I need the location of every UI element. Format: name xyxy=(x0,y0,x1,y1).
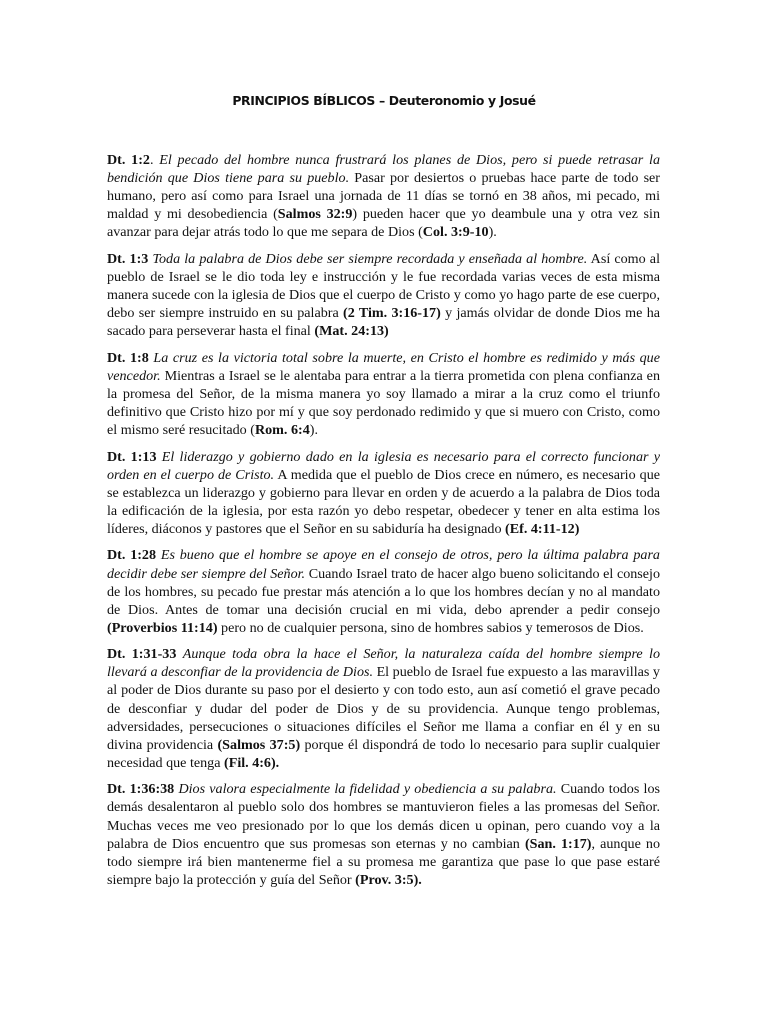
body-text: ) pueden hacer que yo deambule una y otra vez sin avanzar para dejar atrás todo lo que me separa de Dios ( xyxy=(107,206,660,241)
body-text: Mientras a Israel se le alentaba para entrar a la tierra prometida con plena confianza en la promesa del Señor, de la misma manera yo soy llamado a mirar a la cruz como el triunfo definitivo que Cristo hizo por mí y que soy perdonado redimido y que si muero con Cristo, como el mismo seré resucitado ( xyxy=(107,367,660,439)
paragraph xyxy=(107,349,660,439)
paragraph xyxy=(107,448,660,538)
scripture-citation: (Ef. 4:11-12) xyxy=(505,520,580,537)
paragraph xyxy=(107,151,660,241)
verse-reference: Dt. 1:3 xyxy=(107,250,149,267)
document-title: PRINCIPIOS BÍBLICOS – Deuteronomio y Josué xyxy=(232,93,536,108)
verse-reference: Dt. 1:31-33 xyxy=(107,646,177,663)
body-text: El pueblo de Israel fue expuesto a las maravillas y al poder de Dios durante su paso por el desierto y con todo esto, aun así cometió el grave pecado de desconfiar y dudar del poder de Dios y de su providencia. Aunque tengo problemas, adversidades, persecuciones o situaciones difíciles el Señor me llama a confiar en él y en su divina providencia xyxy=(107,664,660,753)
body-text: Así como al pueblo de Israel se le dio toda ley e instrucción y le fue recordada varias veces de esta misma manera sucede con la iglesia de Dios que el cuerpo de Cristo y como yo hago parte de ese cuerpo, debo ser siempre instruido en su palabra xyxy=(107,250,660,322)
scripture-citation: (Mat. 24:13) xyxy=(314,323,389,340)
scripture-citation: (2 Tim. 3:16-17) xyxy=(343,305,441,322)
scripture-citation: Salmos 32:9 xyxy=(277,206,353,223)
verse-reference: Dt. 1:13 xyxy=(107,448,157,465)
paragraph xyxy=(107,645,660,772)
verse-reference: Dt. 1:28 xyxy=(107,547,157,564)
principle-statement: El pecado del hombre nunca frustrará los planes de Dios, pero si puede retrasar la bendición que Dios tiene para su pueblo. xyxy=(107,152,660,187)
body-text: A medida que el pueblo de Dios crece en número, es necesario que se establezca un liderazgo y gobierno para llevar en orden y de acuerdo a la palabra de Dios toda la edificación de la iglesia, por esta razón yo debo respetar, obedecer y tener en alta estima los líderes, diáconos y pastores que el Señor en su sabiduría ha designado xyxy=(107,466,660,537)
scripture-citation: (Fil. 4:6). xyxy=(224,754,280,771)
body-text: Pasar por desiertos o pruebas hace parte de todo ser humano, pero así como para Israel una jornada de 11 días se tornó en 38 años, mi pecado, mi maldad y mi desobediencia ( xyxy=(107,170,661,223)
document-body xyxy=(107,151,660,897)
principle-statement: Es bueno que el hombre se apoye en el consejo de otros, pero la última palabra para decidir debe ser siempre del Señor. xyxy=(107,547,660,582)
principle-statement: Dios valora especialmente la fidelidad y obediencia a su palabra. xyxy=(178,781,557,798)
principle-statement: La cruz es la victoria total sobre la muerte, en Cristo el hombre es redimido y más que vencedor. xyxy=(107,349,660,384)
scripture-citation: (Salmos 37:5) xyxy=(217,736,301,753)
body-text: Cuando Israel trato de hacer algo bueno solicitando el consejo de los hombres, su pecado fue prestar más atención a lo que los hombres decían y no al mandato de Dios. Antes de tomar una decisión crucial en mi vida, debo aprender a pedir consejo xyxy=(107,565,660,618)
verse-reference: Dt. 1:8 xyxy=(107,349,149,366)
body-text: y jamás olvidar de donde Dios me ha sacado para perseverar hasta el final xyxy=(107,305,660,340)
body-text: pero no de cualquier persona, sino de hombres sabios y temerosos de Dios. xyxy=(217,619,644,636)
scripture-citation: (San. 1:17) xyxy=(524,835,592,852)
body-text: porque él dispondrá de todo lo necesario para suplir cualquier necesidad que tenga xyxy=(107,736,660,771)
scripture-citation: Rom. 6:4 xyxy=(254,422,310,439)
principle-statement: Aunque toda obra la hace el Señor, la naturaleza caída del hombre siempre lo llevará a desconfiar de la providencia de Dios. xyxy=(107,646,660,681)
scripture-citation: Col. 3:9-10 xyxy=(422,224,489,241)
verse-reference: Dt. 1:36:38 xyxy=(107,781,175,798)
scripture-citation: (Proverbios 11:14) xyxy=(107,619,218,636)
paragraph xyxy=(107,546,660,636)
verse-reference: Dt. 1:2 xyxy=(107,152,150,168)
scripture-citation: (Prov. 3:5). xyxy=(355,871,422,888)
body-text: Cuando todos los demás desalentaron al pueblo solo dos hombres se mantuvieron fieles a las promesas del Señor. Muchas veces me veo presionado por lo que los demás dicen u opinan, pero cuando voy a la palabra de Dios encuentro que sus promesas son eternas y no cambian xyxy=(107,781,660,852)
body-text: . xyxy=(149,152,160,168)
body-text: ). xyxy=(309,422,318,439)
principle-statement: Toda la palabra de Dios debe ser siempre recordada y enseñada al hombre. xyxy=(152,250,588,267)
principle-statement: El liderazgo y gobierno dado en la iglesia es necesario para el correcto funcionar y orden en el cuerpo de Cristo. xyxy=(107,448,660,483)
paragraph xyxy=(107,780,660,889)
body-text: , aunque no todo siempre irá bien mantenerme fiel a su promesa me garantiza que pase lo que pase estaré siempre bajo la protección y guía del Señor xyxy=(107,835,661,888)
paragraph xyxy=(107,250,660,340)
body-text: ). xyxy=(488,224,497,241)
